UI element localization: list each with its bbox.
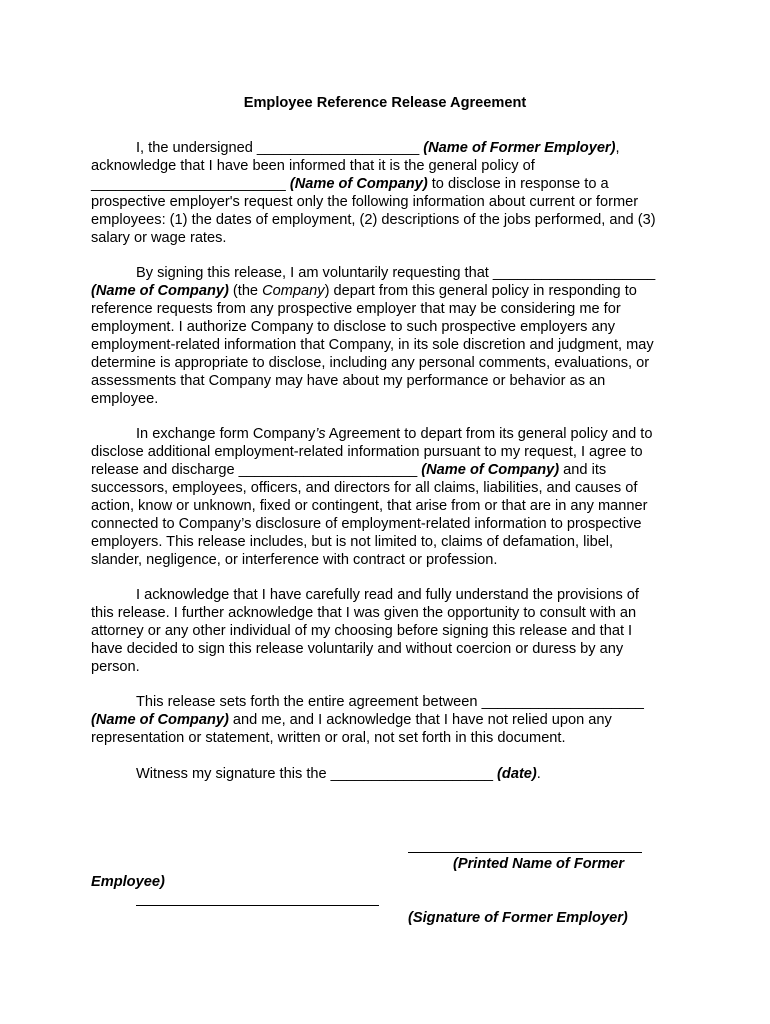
paragraph-acknowledgement: I, the undersigned ____________________ (Name of Former Employer), acknowledge that I have been informed that it is the general policy of ________________________ (Name of Company) to disclose in response to a prospective employer's request only the following information about current or former employees: (1) the dates of employment, (2) descriptions of the jobs performed, and (3) salary or wage rates. (91, 140, 656, 246)
paragraph-release: In exchange form Company’s Agreement to depart from its general policy and to disclose additional employment-related information pursuant to my request, I agree to release and discharge ______________________ (Name of Company) and its successors, employees, officers, and directors for all claims, liabilities, and causes of action, know or unknown, fixed or contingent, that arise from or that are in any manner connected to Company’s disclosure of employment-related information to prospective employers. This release includes, but is not limited to, claims of defamation, libel, slander, negligence, or interference with contract or profession. (91, 426, 653, 568)
paragraph-request: By signing this release, I am voluntarily requesting that ____________________ (Name of Company) (the Company) depart from this general policy in responding to reference requests from any prospective employer that may be considering me for employment. I authorize Company to disclose to such prospective employers any employment-related information that Company, in its sole discretion and judgment, may determine is appropriate to disclose, including any personal comments, evaluations, or assessments that Company may have about my performance or behavior as an employee. (91, 265, 656, 407)
paragraph-witness: Witness my signature this the ____________________ (date). (136, 766, 541, 782)
printed-name-label: (Printed Name of Former (453, 856, 625, 872)
document-title: Employee Reference Release Agreement (243, 95, 527, 111)
placeholder-date: (date) (497, 766, 537, 782)
placeholder-company: (Name of Company) (421, 462, 560, 478)
signature-label: (Signature of Former Employer) (408, 910, 628, 926)
signature-line (136, 905, 379, 906)
placeholder-former-employer: (Name of Former Employer) (423, 140, 616, 156)
placeholder-company: (Name of Company) (91, 283, 229, 299)
paragraph-understanding: I acknowledge that I have carefully read and fully understand the provisions of this release. I further acknowledge that I was given the opportunity to consult with an attorney or any other individual of my choosing before signing this release and that I have decided to sign this release voluntarily and without coercion or duress by any person. (91, 587, 639, 675)
paragraph-entire-agreement: This release sets forth the entire agreement between ____________________ (Name of Company) and me, and I acknowledge that I have not relied upon any representation or statement, written or oral, not set forth in this document. (91, 694, 644, 746)
placeholder-company: (Name of Company) (91, 712, 229, 728)
printed-name-line (408, 852, 642, 853)
placeholder-company: (Name of Company) (289, 176, 428, 192)
printed-name-label-continued: Employee) (91, 874, 165, 890)
